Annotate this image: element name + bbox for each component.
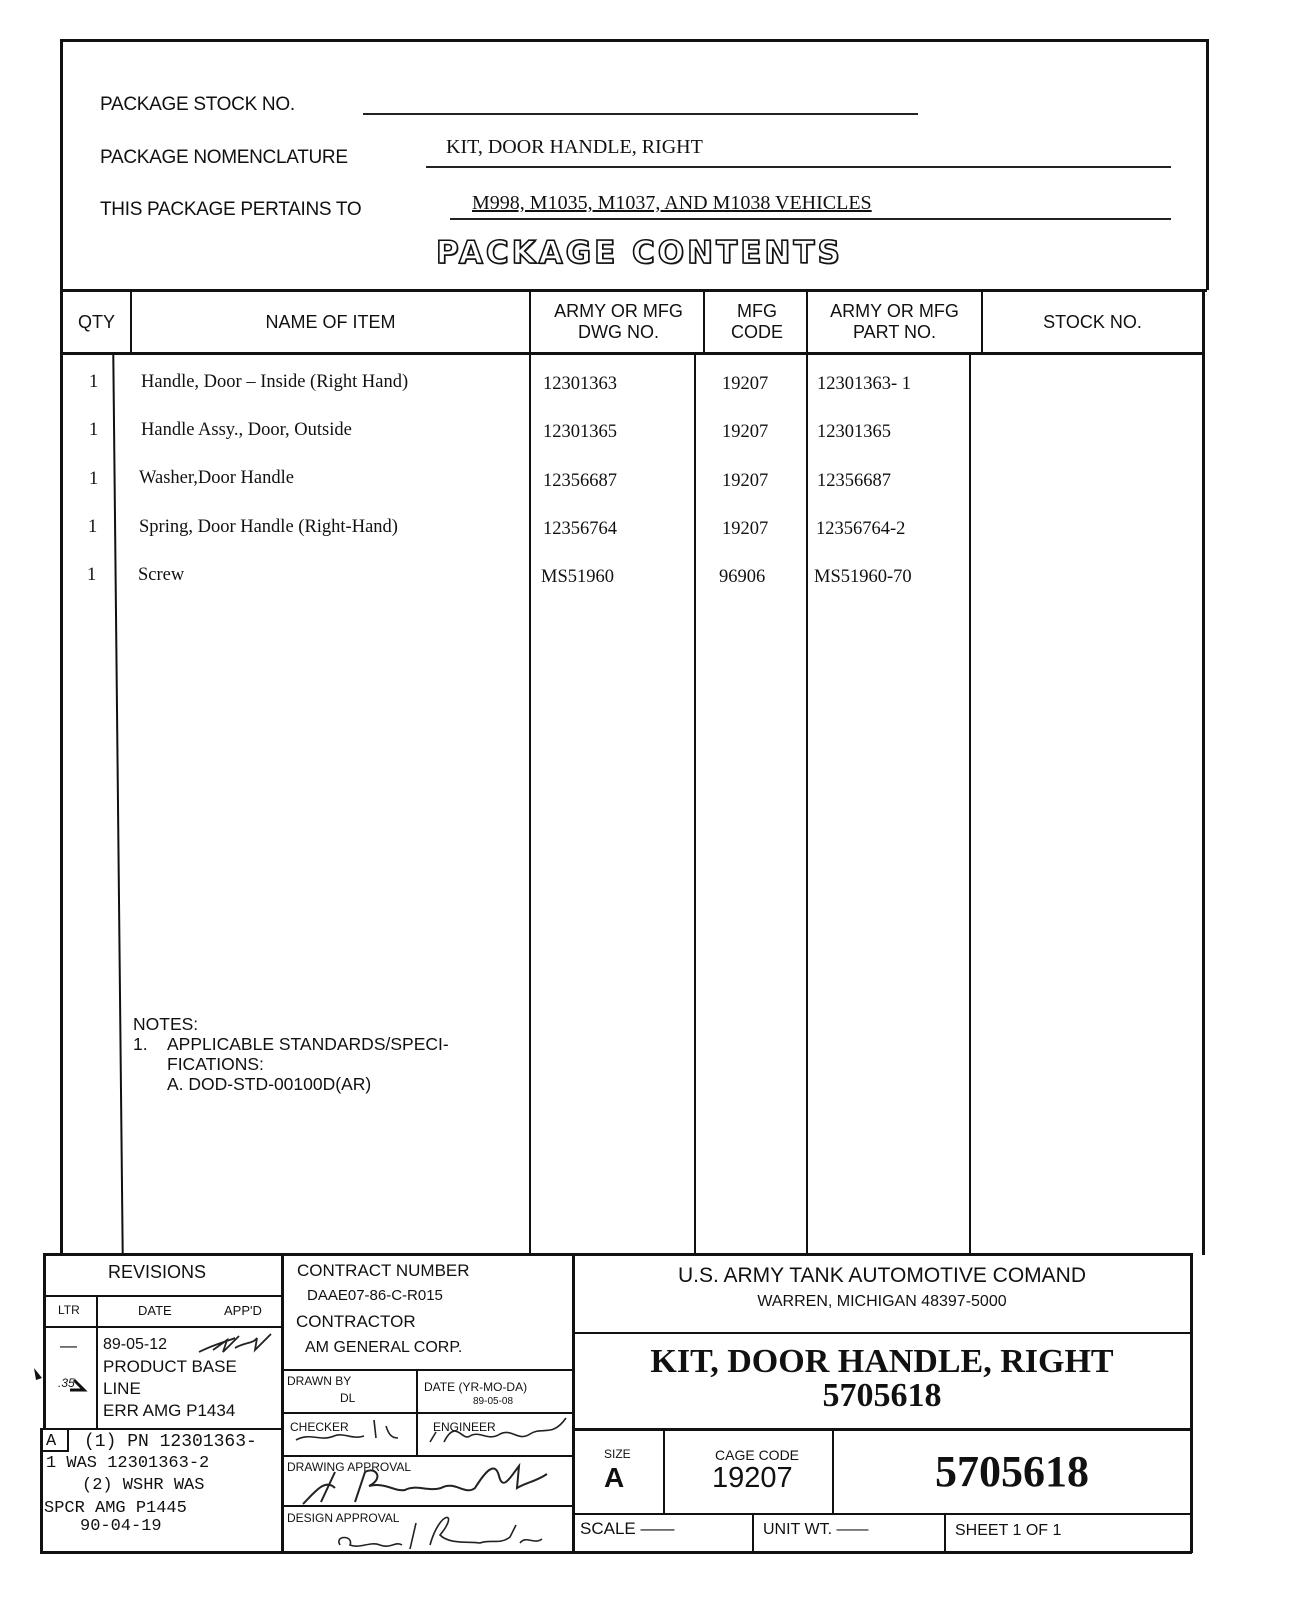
drawn-by-value: DL [340, 1391, 356, 1405]
frame-right-lower [1202, 290, 1205, 1255]
size-label: SIZE [604, 1447, 631, 1461]
column-header-mfg-code: MFG CODE [730, 301, 783, 342]
scale-divider [752, 1514, 754, 1552]
pertains-value: M998, M1035, M1037, AND M1038 VEHICLES [472, 192, 872, 214]
row-dwg-no: 12356764 [543, 519, 617, 539]
frame-right [1206, 39, 1209, 290]
revision-entry2-ltr-box-right [67, 1429, 69, 1451]
revisions-right-rule [281, 1254, 284, 1552]
revisions-entry-rule [40, 1428, 282, 1430]
revision-entry1-line3: LINE [103, 1379, 141, 1398]
revisions-col-date: DATE [138, 1303, 172, 1318]
agency-address: WARREN, MICHIGAN 48397-5000 [757, 1293, 1007, 1310]
row-mfg-code: 96906 [719, 567, 766, 587]
col-line-1-body [112, 355, 123, 1255]
drawing-approval-label: DRAWING APPROVAL [287, 1460, 412, 1474]
revisions-ltr-rule [96, 1296, 98, 1428]
revision-entry1-ltr: — [60, 1336, 77, 1355]
size-row-rule [573, 1513, 1192, 1515]
row-mfg-code: 19207 [722, 374, 769, 394]
column-header-dwg-no: ARMY OR MFG DWG NO. [554, 301, 683, 342]
contractor-label: CONTRACTOR [296, 1312, 416, 1331]
scale-field [580, 1519, 674, 1539]
title-block-bottom-rule [40, 1551, 1192, 1554]
col-line-2 [529, 290, 531, 1255]
row-qty: 1 [89, 420, 99, 440]
note-item-1-number: 1. [133, 1034, 148, 1054]
title-block-top-rule [44, 1253, 1192, 1256]
col-line-3 [703, 290, 705, 355]
size-value: A [604, 1462, 625, 1493]
nomenclature-value: KIT, DOOR HANDLE, RIGHT [446, 136, 703, 158]
drawing-title-number: 5705618 [822, 1377, 942, 1414]
agency-rule [573, 1332, 1192, 1334]
nomenclature-label: PACKAGE NOMENCLATURE [100, 147, 348, 168]
unit-wt-divider [944, 1514, 946, 1552]
revisions-title: REVISIONS [108, 1262, 207, 1282]
pertains-rule [450, 218, 1171, 220]
drawn-by-label: DRAWN BY [287, 1374, 352, 1388]
col-line-4 [806, 290, 808, 1255]
row-dwg-no: 12301363 [543, 374, 617, 394]
unit-wt-label: UNIT WT. [763, 1521, 833, 1538]
notes-heading: NOTES: [133, 1014, 199, 1034]
scale-value: —— [640, 1519, 675, 1538]
nomenclature-rule [426, 166, 1171, 168]
title-block-left-lower [40, 1428, 43, 1553]
checker-label: CHECKER [290, 1420, 349, 1434]
contractor-value: AM GENERAL CORP. [305, 1339, 463, 1356]
row-mfg-code: 19207 [722, 422, 769, 442]
frame-left [60, 39, 63, 1255]
row-qty: 1 [87, 565, 97, 585]
revision-entry2-ltr: A [46, 1432, 57, 1451]
drawing-title: KIT, DOOR HANDLE, RIGHT [650, 1343, 1114, 1380]
note-item-1-line2: FICATIONS: [167, 1054, 264, 1074]
drawing-title-rule [573, 1428, 1192, 1431]
row-dwg-no: 12301365 [543, 422, 617, 442]
stock-no-rule [363, 113, 918, 115]
row-part-no: 12301363- 1 [817, 374, 912, 394]
notes [133, 1014, 523, 1094]
row-qty: 1 [88, 517, 98, 537]
revision-entry2-line1: (1) PN 12301363- [84, 1432, 257, 1452]
note-item-1a: A. DOD-STD-00100D(AR) [167, 1074, 372, 1094]
revision-entry2-line5: 90-04-19 [80, 1517, 162, 1536]
row-mfg-code: 19207 [722, 519, 769, 539]
row-part-no: 12301365 [817, 422, 891, 442]
stock-no-label: PACKAGE STOCK NO. [100, 94, 295, 115]
contract-number-label: CONTRACT NUMBER [297, 1261, 470, 1280]
revision-margin-mark: .35 [58, 1376, 75, 1390]
row-name: Washer,Door Handle [139, 468, 294, 488]
revisions-col-appd: APP'D [224, 1303, 262, 1318]
revision-approval-signature [195, 1330, 275, 1358]
revisions-title-rule [44, 1295, 282, 1297]
row-part-no: MS51960-70 [814, 567, 912, 587]
size-divider [663, 1430, 665, 1514]
row-name: Handle, Door – Inside (Right Hand) [141, 372, 409, 392]
row-mfg-code: 19207 [722, 471, 769, 491]
col-line-5-body [969, 355, 971, 1255]
contract-number-value: DAAE07-86-C-R015 [307, 1287, 443, 1304]
engineer-signature [422, 1412, 572, 1446]
design-approval-label: DESIGN APPROVAL [287, 1511, 400, 1525]
arrow-icon [30, 1364, 90, 1400]
revision-entry2-line3: (2) WSHR WAS [82, 1476, 205, 1495]
revision-entry2-line2: 1 WAS 12301363-2 [46, 1454, 210, 1473]
date-value: 89-05-08 [473, 1396, 514, 1407]
column-header-stock-no: STOCK NO. [1043, 311, 1142, 332]
date-label: DATE (YR-MO-DA) [424, 1380, 528, 1394]
revision-entry1-line2: PRODUCT BASE [103, 1357, 237, 1376]
note-item-1 [133, 1034, 523, 1054]
checker-signature [290, 1410, 410, 1446]
row-qty: 1 [89, 469, 99, 489]
revision-entry2-line4: SPCR AMG P1445 [44, 1499, 187, 1518]
column-header-part-no: ARMY OR MFG PART NO. [830, 301, 959, 342]
table-header-bottom-rule [61, 352, 1205, 355]
agency-name: U.S. ARMY TANK AUTOMOTIVE COMAND [677, 1264, 1086, 1287]
row-name: Spring, Door Handle (Right-Hand) [139, 517, 398, 537]
revision-entry1-line4: ERR AMG P1434 [103, 1401, 236, 1420]
unit-wt-value: —— [836, 1521, 869, 1538]
col-line-3-body [694, 355, 696, 1255]
cage-code-value: 19207 [712, 1462, 793, 1494]
package-contents-title: PACKAGE CONTENTS [436, 235, 843, 271]
row-name: Handle Assy., Door, Outside [141, 420, 352, 440]
title-block-left [43, 1253, 46, 1428]
row-part-no: 12356764-2 [816, 519, 906, 539]
contract-drawn-rule [282, 1369, 573, 1371]
revisions-col-ltr: LTR [58, 1303, 80, 1317]
row-dwg-no: MS51960 [541, 567, 614, 587]
drawing-number: 5705618 [935, 1447, 1089, 1496]
row-qty: 1 [89, 372, 99, 392]
frame-top [61, 39, 1209, 42]
drawing-approval-signature [295, 1452, 565, 1512]
design-approval-signature [320, 1505, 550, 1553]
revisions-header-rule [44, 1326, 282, 1328]
revision-entry1-date: 89-05-12 [103, 1336, 168, 1353]
pertains-label: THIS PACKAGE PERTAINS TO [100, 199, 362, 220]
row-part-no: 12356687 [817, 471, 891, 491]
row-dwg-no: 12356687 [543, 471, 617, 491]
unit-wt-field [763, 1521, 868, 1539]
column-header-qty: QTY [77, 311, 115, 332]
note-item-1-line1: APPLICABLE STANDARDS/SPECI- [167, 1034, 449, 1054]
engineer-label: ENGINEER [433, 1420, 496, 1434]
sheet-number: SHEET 1 OF 1 [955, 1522, 1062, 1539]
cage-code-label: CAGE CODE [715, 1447, 800, 1463]
row-name: Screw [138, 565, 185, 585]
scale-label: SCALE [580, 1519, 636, 1538]
column-header-name: NAME OF ITEM [265, 311, 396, 332]
